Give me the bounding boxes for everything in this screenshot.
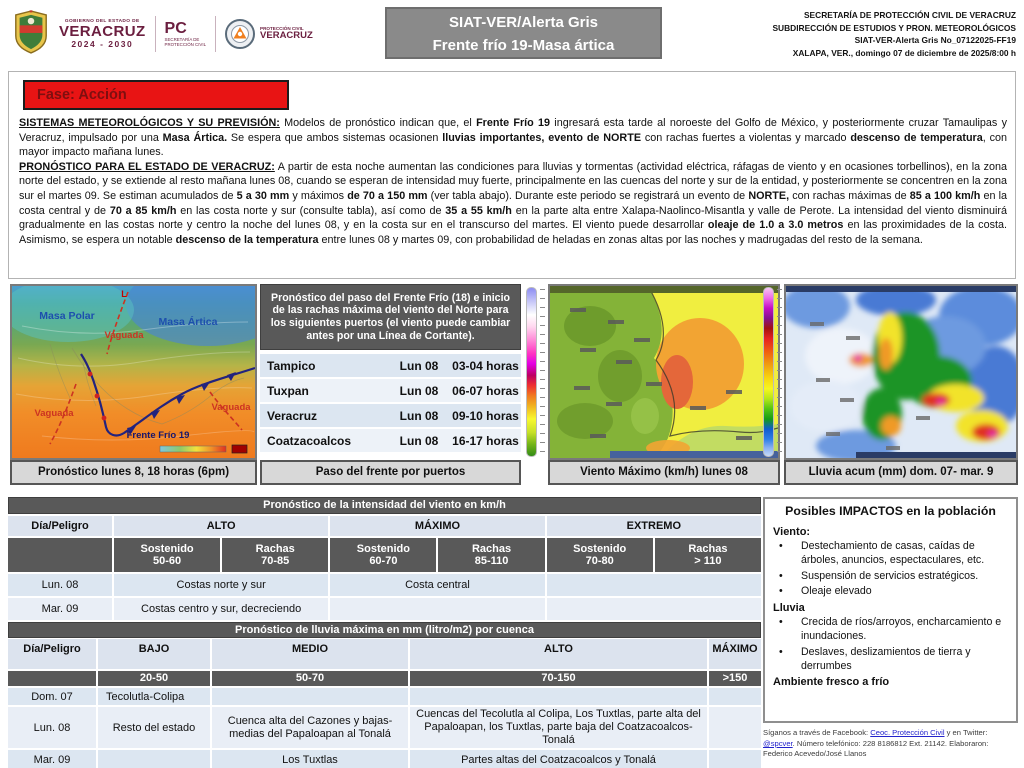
map-label-vaguada-3: Vaguada: [211, 402, 251, 413]
rain-row-maximo: [709, 750, 761, 768]
wind-map-caption: Viento Máximo (km/h) lunes 08: [548, 460, 780, 485]
rain-row-alto: Partes altas del Coatzacoalcos y Tonalá: [410, 750, 707, 768]
impact-item: • Crecida de ríos/arroyos, encharcamiento e inundaciones.: [773, 616, 1008, 644]
rain-row-day: Dom. 07: [8, 688, 96, 705]
bulletin-title-line2: Frente frío 19-Masa ártica: [432, 37, 615, 54]
rain-row-bajo: Resto del estado: [98, 707, 210, 748]
rain-map-caption: Lluvia acum (mm) dom. 07- mar. 9: [784, 460, 1018, 485]
header-logos: [12, 6, 313, 62]
wind-row-maximo: [330, 598, 544, 620]
wind-level-maximo: MÁXIMO: [330, 516, 544, 536]
facebook-link[interactable]: Ceoc. Protección Civil: [870, 728, 945, 737]
issuer-line1: SECRETARÍA DE PROTECCIÓN CIVIL DE VERACRUZ: [803, 10, 1016, 20]
gov-veracruz-wordmark: [59, 19, 146, 49]
synoptic-map-caption: Pronóstico lunes 8, 18 horas (6pm): [10, 460, 257, 485]
seal-line2: VERACRUZ: [260, 30, 313, 42]
wind-table: [6, 514, 763, 622]
wind-sub-1: Rachas 70-85: [222, 538, 328, 572]
forecast-text: [19, 116, 1007, 247]
rain-range-alto: 70-150: [410, 671, 707, 686]
rain-row-medio: Cuenca alta del Cazones y bajas-medias del Papaloapan al Tonalá: [212, 707, 408, 748]
issuer-line4: XALAPA, VER., domingo 07 de diciembre de 2025/8:00 h: [792, 47, 1016, 58]
rain-row-medio: [212, 688, 408, 705]
ports-row-tampico: [260, 354, 521, 377]
wind-colorbar: [526, 287, 537, 457]
gov-line2: VERACRUZ: [59, 23, 146, 41]
proteccion-civil-seal: [225, 19, 313, 49]
forecast-box: [8, 71, 1016, 279]
rain-row-bajo: Tecolutla-Colipa: [98, 688, 210, 705]
wind-row-alto: Costas centro y sur, decreciendo: [114, 598, 328, 620]
logo-divider: [215, 16, 216, 52]
ports-row-veracruz: [260, 404, 521, 427]
rain-table-title: Pronóstico de lluvia máxima en mm (litro/m2) por cuenca: [8, 622, 761, 638]
port-day: Lun 08: [399, 358, 439, 373]
impacts-viento-label: Viento:: [773, 526, 811, 538]
rain-table: [6, 637, 763, 768]
map-inset-legend: [160, 446, 226, 452]
port-name: Coatzacoalcos: [267, 433, 352, 448]
impacts-title: Posibles IMPACTOS en la población: [785, 504, 996, 518]
wind-sub-4: Sostenido 70-80: [547, 538, 653, 572]
rain-level-maximo: MÁXIMO: [709, 639, 761, 669]
port-time: 16-17 horas: [452, 433, 519, 448]
pc-abbr: PC: [164, 19, 187, 37]
veracruz-coat-of-arms-icon: [12, 9, 50, 60]
rain-row-day: Lun. 08: [8, 707, 96, 748]
wind-table-title: Pronóstico de la intensidad del viento en km/h: [8, 497, 761, 514]
port-day: Lun 08: [399, 433, 439, 448]
map-label-vaguada-2: Vaguada: [34, 408, 74, 419]
impact-item: • Suspensión de servicios estratégicos.: [773, 570, 1008, 584]
impacts-ambiente: Ambiente fresco a frío: [773, 676, 890, 689]
wind-colorbar-ticks: [540, 289, 545, 455]
wind-row-day: Lun. 08: [8, 574, 112, 596]
map-label-masa-polar: Masa Polar: [39, 310, 95, 322]
ports-row-coatzacoalcos: [260, 429, 521, 452]
pc-sub2: PROTECCIÓN CIVIL: [164, 42, 207, 47]
twitter-link[interactable]: @spcver: [763, 738, 793, 748]
rain-row-day: Mar. 09: [8, 750, 96, 768]
rain-row-bajo: [98, 750, 210, 768]
rain-row-maximo: [709, 688, 761, 705]
ports-table-header: [260, 284, 521, 350]
wind-sub-3: Rachas 85-110: [438, 538, 544, 572]
footnote-post: . Número telefónico: 228 8186812 Ext. 21142. Elaboraron: Federico Acevedo/José Llanos: [763, 738, 989, 759]
issuer-block: [668, 9, 1016, 59]
pc-sub1: SECRETARÍA DE: [164, 36, 200, 42]
rain-level-alto: ALTO: [410, 639, 707, 669]
wind-row-alto: Costas norte y sur: [114, 574, 328, 596]
wind-row-maximo: Costa central: [330, 574, 544, 596]
gov-line3: 2024 - 2030: [71, 38, 134, 49]
impacts-lluvia-label: Lluvia: [773, 602, 805, 615]
wind-row-extremo: [547, 574, 761, 596]
port-time: 03-04 horas: [452, 358, 519, 373]
wind-row-day: Mar. 09: [8, 598, 112, 620]
wind-sub-5: Rachas > 110: [655, 538, 761, 572]
impacts-viento-list: [773, 540, 1008, 599]
port-time: 06-07 horas: [452, 383, 519, 398]
rain-level-bajo: BAJO: [98, 639, 210, 669]
systems-paragraph: SISTEMAS METEOROLÓGICOS Y SU PREVISIÓN: Modelos de pronóstico indican que, el Frente Frío 19 ingresará esta tarde al noroeste del Golfo de México, y posteriormente cruzar Tamaulipas y Veracruz, impulsado por una Masa Ártica. Se espera que ambos sistemas ocasionen lluvias importantes, evento de NORTE con rachas fuertes a violentas y marcado descenso de temperatura, con mayor impacto mañana lunes.: [19, 117, 1007, 159]
port-name: Tampico: [267, 358, 316, 373]
map-label-frente-frio: Frente Frío 19: [126, 430, 190, 441]
footnote-mid: y en Twitter:: [944, 728, 988, 737]
rain-range-medio: 50-70: [212, 671, 408, 686]
ports-table-caption: Paso del frente por puertos: [260, 460, 521, 485]
map-label-low: L: [121, 289, 127, 299]
impact-item: • Destechamiento de casas, caídas de árboles, anuncios, espectaculares, etc.: [773, 540, 1008, 568]
map-label-vaguada-1: Vaguada: [104, 330, 144, 341]
port-time: 09-10 horas: [452, 408, 519, 423]
impacts-lluvia-list: [773, 616, 1008, 673]
contact-footnote: [763, 728, 1019, 760]
rain-accum-map: [784, 284, 1018, 460]
rain-range-bajo: 20-50: [98, 671, 210, 686]
proteccion-civil-seal-icon: [225, 19, 255, 49]
bulletin-title-line1: SIAT-VER/Alerta Gris: [449, 14, 598, 31]
rain-col-day: Día/Peligro: [8, 639, 96, 669]
rain-level-medio: MEDIO: [212, 639, 408, 669]
impacts-panel: [763, 497, 1018, 723]
impact-item: • Oleaje elevado: [773, 585, 1008, 599]
port-name: Tuxpan: [267, 383, 309, 398]
logo-divider: [155, 16, 156, 52]
pc-logo: [165, 21, 206, 48]
synoptic-map: [10, 284, 257, 460]
ports-row-tuxpan: [260, 379, 521, 402]
rain-colorbar: [763, 287, 774, 457]
rain-row-alto: Cuencas del Tecolutla al Colipa, Los Tuxtlas, parte alta del Papaloapan, los Tuxtlas, parte baja del Coatzacoalcos-Tonalá: [410, 707, 707, 748]
wind-row-extremo: [547, 598, 761, 620]
state-forecast-paragraph: PRONÓSTICO PARA EL ESTADO DE VERACRUZ: A partir de esta noche aumentan las condiciones para lluvias y tormentas (actividad eléctrica, ráfagas de viento y en ocasiones torbellinos), en la zona norte del estado, y se extiende al resto mañana lunes 08, cuando se esperan de intensidad muy fuerte, principalmente en las cuencas del norte y sur de la entidad, y posteriormente se concentren en la zona sur el martes 09. Se estiman acumulados de 5 a 30 mm y máximos de 70 a 150 mm (ver tabla abajo). Durante este periodo se registrará un evento de NORTE, con rachas máximas de 85 a 100 km/h en la costa central y de 70 a 85 km/h en las costa norte y sur (consulte tabla), así como de 35 a 55 km/h en la parte alta entre Xalapa-Naolinco-Misantla y valle de Perote. La intensidad del viento disminuirá gradualmente en las costas norte y centro la noche del lunes 08, y en la costa sur en el transcurso del martes. El viento puede desarrollar oleaje de 1.0 a 3.0 metros en las proximidades de la costa. Asimismo, se espera un notable descenso de la temperatura entre lunes 08 y martes 09, con probabilidad de heladas en zonas altas por las noches y madrugadas del resto de la semana.: [19, 160, 1008, 246]
port-day: Lun 08: [399, 408, 439, 423]
bulletin-title-box: [385, 7, 662, 59]
rain-range-maximo: >150: [709, 671, 761, 686]
ports-table: [260, 354, 521, 454]
rain-range-empty: [8, 671, 96, 686]
rain-row-medio: Los Tuxtlas: [212, 750, 408, 768]
seal-line1: PROTECCIÓN CIVIL: [260, 26, 304, 32]
wind-level-extremo: EXTREMO: [547, 516, 761, 536]
wind-sub-2: Sostenido 60-70: [330, 538, 436, 572]
map-label-masa-artica: Masa Ártica: [158, 316, 218, 328]
footnote-pre: Síganos a través de Facebook:: [763, 728, 871, 737]
issuer-line3: SIAT-VER-Alerta Gris No_07122025-FF19: [854, 35, 1016, 46]
wind-col-day: Día/Peligro: [8, 516, 112, 536]
gov-line1: GOBIERNO DEL ESTADO DE: [64, 19, 140, 25]
impact-item: • Deslaves, deslizamientos de tierra y derrumbes: [773, 646, 1008, 674]
wind-sub-0: Sostenido 50-60: [114, 538, 220, 572]
rain-row-maximo: [709, 707, 761, 748]
issuer-line2: SUBDIRECCIÓN DE ESTUDIOS Y PRON. METEOROLÓGICOS: [772, 22, 1016, 33]
rain-row-alto: [410, 688, 707, 705]
wind-level-alto: ALTO: [114, 516, 328, 536]
port-day: Lun 08: [399, 383, 439, 398]
ports-table-header-text: Pronóstico del paso del Frente Frío (18) e inicio de las rachas máxima del viento del Norte para los siguientes puertos (el viento puede cambiar antes por una Línea de Cortante).: [270, 291, 511, 342]
port-name: Veracruz: [267, 408, 318, 423]
phase-badge: Fase: Acción: [23, 80, 289, 110]
wind-max-map: [548, 284, 780, 460]
rain-colorbar-ticks: [777, 289, 782, 455]
wind-sub-empty: [8, 538, 112, 572]
